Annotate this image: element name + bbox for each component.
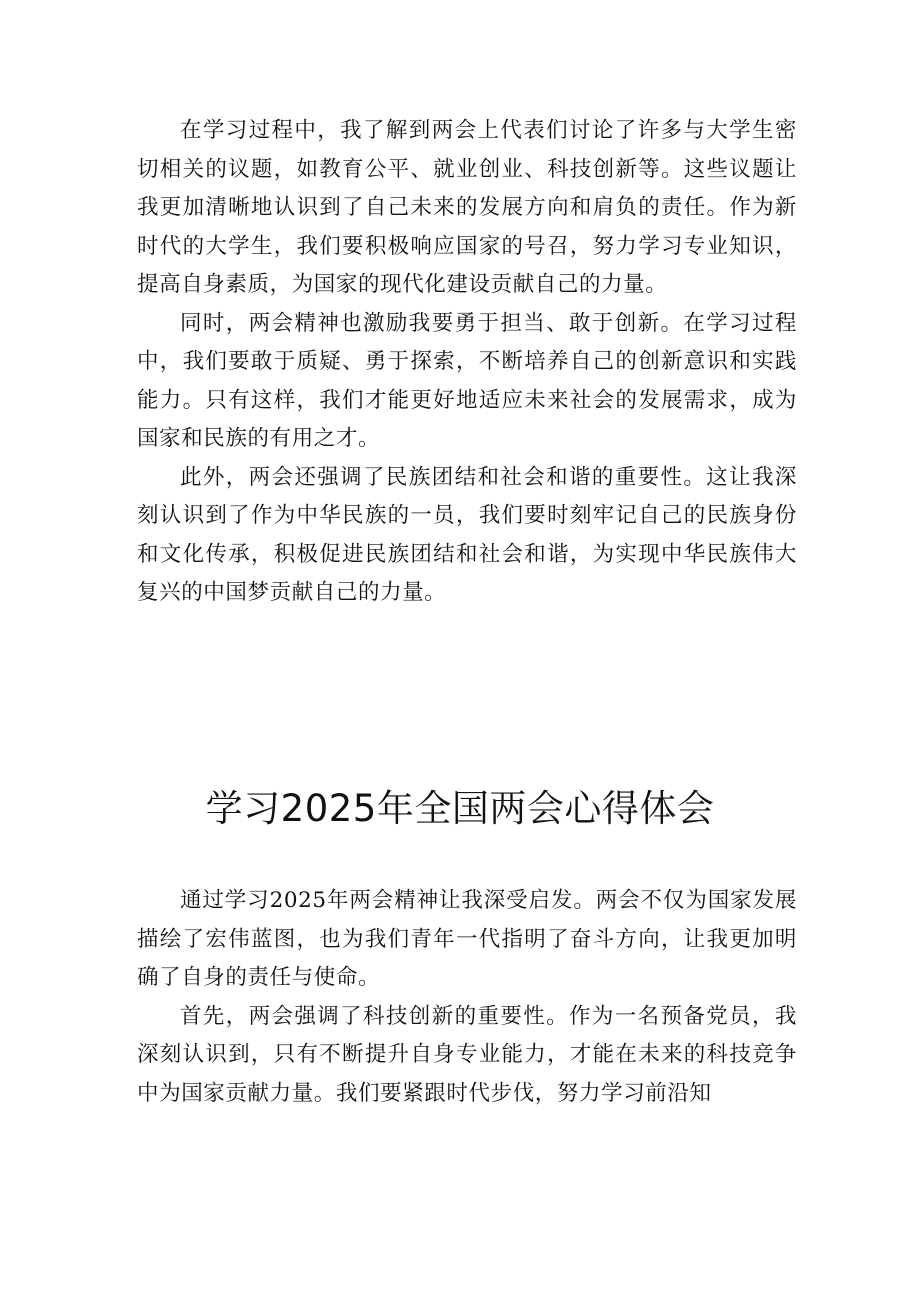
paragraph-learning-process: 在学习过程中，我了解到两会上代表们讨论了许多与大学生密切相关的议题，如教育公平、就业创业、科技创新等。这些议题让我更加清晰地认识到了自己未来的发展方向和肩负的责任。作为新时代的大学生，我们要积极响应国家的号召，努力学习专业知识，提高自身素质，为国家的现代化建设贡献自己的力量。 [137,118,797,297]
paragraph-innovation-spirit: 同时，两会精神也激励我要勇于担当、敢于创新。在学习过程中，我们要敢于质疑、勇于探索，不断培养自己的创新意识和实践能力。只有这样，我们才能更好地适应未来社会的发展需求，成为国家和民族的有用之才。 [137,310,797,451]
paragraph-introduction: 通过学习2025年两会精神让我深受启发。两会不仅为国家发展描绘了宏伟蓝图，也为我们青年一代指明了奋斗方向，让我更加明确了自身的责任与使命。 [137,888,797,990]
paragraph-national-unity: 此外，两会还强调了民族团结和社会和谐的重要性。这让我深刻认识到了作为中华民族的一员，我们要时刻牢记自己的民族身份和文化传承，积极促进民族团结和社会和谐，为实现中华民族伟大复兴的中国梦贡献自己的力量。 [137,464,797,605]
top-text-section [137,112,797,613]
article-body [137,882,797,1113]
paragraph-tech-innovation: 首先，两会强调了科技创新的重要性。作为一名预备党员，我深刻认识到，只有不断提升自身专业能力，才能在未来的科技竞争中为国家贡献力量。我们要紧跟时代步伐，努力学习前沿知 [137,1003,797,1106]
article-title: 学习2025年全国两会心得体会 [205,787,715,830]
